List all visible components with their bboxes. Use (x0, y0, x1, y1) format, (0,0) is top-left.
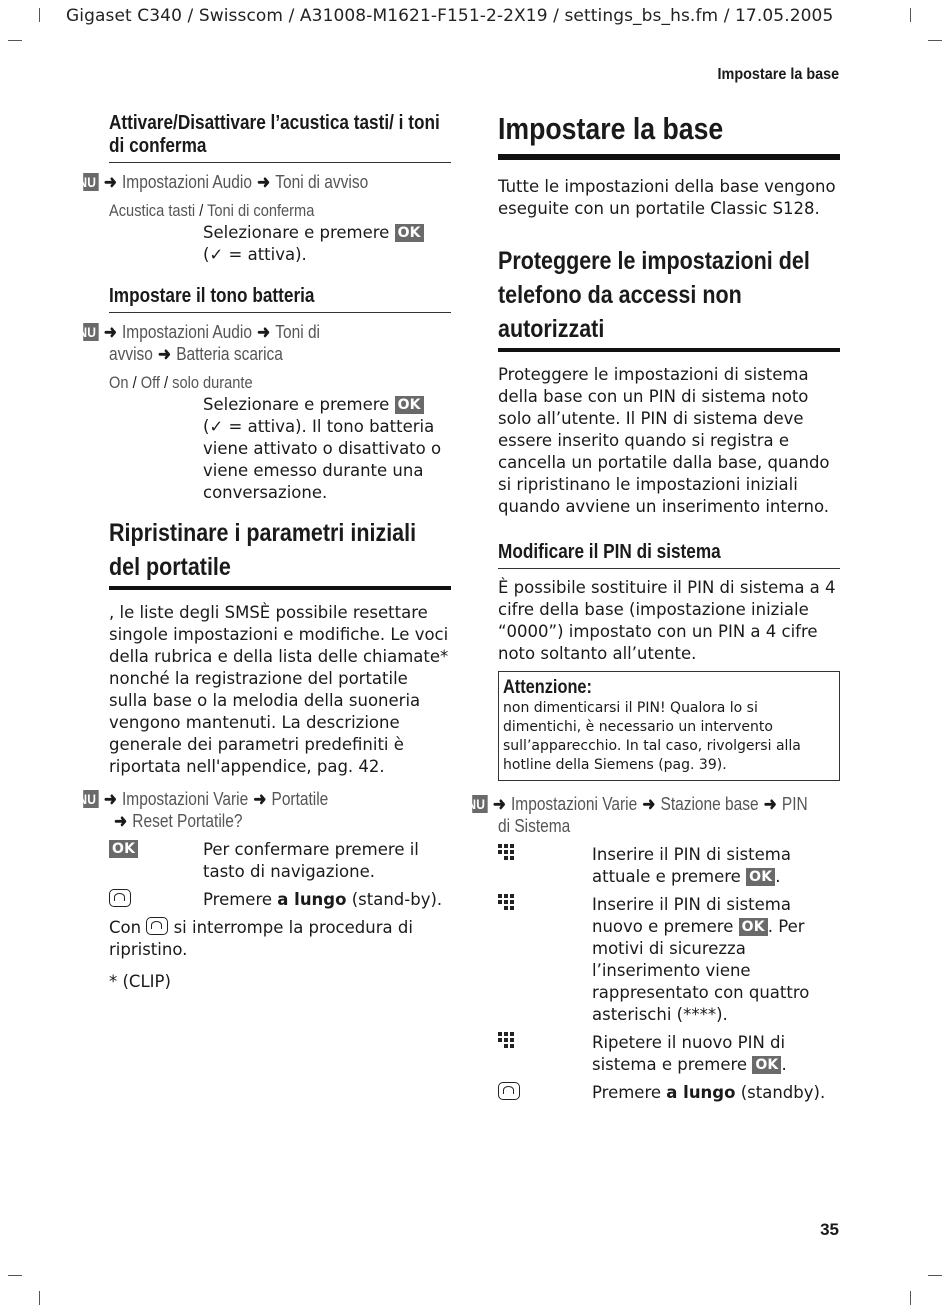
ok-key-icon: OK (739, 918, 768, 936)
crop-mark (928, 40, 942, 41)
page-title: Impostare la base (498, 112, 840, 160)
arrow-icon: ➜ (114, 811, 128, 831)
section-heading-protect: Proteggere le impostazioni del telefono da accessi non autorizzati (498, 244, 840, 352)
menu-key-icon: MENU (83, 323, 99, 341)
arrow-icon: ➜ (103, 789, 117, 809)
cancel-note: Con si interrompe la procedura di ripristino. (109, 918, 413, 959)
page-number: 35 (820, 1220, 839, 1239)
intro-text: Tutte le impostazioni della base vengono eseguite con un portatile Classic S128. (498, 177, 836, 218)
arrow-icon: ➜ (763, 794, 777, 814)
ok-key-icon: OK (395, 396, 424, 414)
keypad-icon (498, 894, 516, 912)
step-confirm-ok: OK Per confermare premere il tasto di navigazione. (109, 839, 451, 883)
crop-mark (910, 8, 911, 22)
menu-key-icon: MENU (83, 173, 99, 191)
crop-mark (910, 1291, 911, 1305)
ok-key-icon: OK (109, 840, 138, 858)
step-enter-current-pin: Inserire il PIN di sistema attuale e premere OK . (498, 844, 840, 888)
section-heading-battery: Impostare il tono batteria (109, 284, 451, 313)
end-call-key-icon (498, 1082, 520, 1100)
reset-intro-text: , le liste degli SMSÈ possibile resettare singole impostazioni e modifiche. Le voci della rubrica e della lista delle chiamate* nonché la registrazione del portatile sulla base o la melodia della suoneria vengono mantenuti. La descrizione generale dei parametri predefiniti è riportata nell'appendice, pag. 42. (109, 603, 449, 776)
arrow-icon: ➜ (103, 172, 117, 192)
ok-key-icon: OK (395, 224, 424, 242)
step-end-call: Premere a lungo (stand-by). (109, 889, 451, 911)
arrow-icon: ➜ (253, 789, 267, 809)
crop-mark (8, 40, 22, 41)
keypad-icon (498, 1032, 516, 1050)
arrow-icon: ➜ (492, 794, 506, 814)
menu-path-reset: MENU ➜ Impostazioni Varie ➜ Portatile ➜ Reset Portatile? (59, 789, 329, 831)
option-list-battery: On / Off / solo durante (109, 373, 253, 392)
ok-key-icon: OK (746, 868, 775, 886)
left-column (59, 112, 451, 1003)
crop-mark (39, 1291, 40, 1305)
option-description-battery: Selezionare e premere OK (✓ = attiva). Il tono batteria viene attivato o disattivato o viene emesso durante una conversazione. (203, 395, 442, 502)
menu-path-pin: MENU ➜ Impostazioni Varie ➜ Stazione base ➜ PIN di Sistema (448, 794, 808, 836)
footnote: * (CLIP) (109, 972, 171, 991)
menu-path-acoustic: MENU ➜ Impostazioni Audio ➜ Toni di avviso (59, 172, 369, 192)
step-enter-new-pin: Inserire il PIN di sistema nuovo e premere OK . Per motivi di sicurezza l’inserimento viene rappresentato con quattro asterischi (****). (498, 894, 840, 1026)
menu-key-icon: MENU (472, 795, 488, 813)
ok-key-icon: OK (752, 1056, 781, 1074)
step-repeat-pin: Ripetere il nuovo PIN di sistema e premere OK . (498, 1032, 840, 1076)
arrow-icon: ➜ (257, 322, 271, 342)
arrow-icon: ➜ (103, 322, 117, 342)
change-pin-body-text: È possibile sostituire il PIN di sistema a 4 cifre della base (impostazione iniziale “0000”) impostato con un PIN a 4 cifre noto soltanto all’utente. (498, 578, 836, 663)
file-meta-header: Gigaset C340 / Swisscom / A31008-M1621-F151-2-2X19 / settings_bs_hs.fm / 17.05.2005 (66, 6, 834, 26)
menu-key-icon: MENU (83, 790, 99, 808)
section-heading-change-pin: Modificare il PIN di sistema (498, 540, 840, 569)
crop-mark (39, 8, 40, 22)
end-call-key-icon (109, 889, 131, 907)
protect-body-text: Proteggere le impostazioni di sistema della base con un PIN di sistema noto solo all’utente. Il PIN di sistema deve essere inserito quando si registra e cancella un portatile dalla base, quando si ripristinano le impostazioni iniziali quando avviene un inserimento interno. (498, 365, 830, 516)
option-list-acoustic: Acustica tasti / Toni di conferma (109, 201, 315, 220)
section-heading-reset: Ripristinare i parametri iniziali del portatile (109, 516, 451, 590)
warning-note-box: Attenzione: non dimenticarsi il PIN! Qualora lo si dimentichi, è necessario un intervento sull’apparecchio. In tal caso, rivolgersi alla hotline della Siemens (pag. 39). (498, 671, 840, 781)
crop-mark (928, 1275, 942, 1276)
arrow-icon: ➜ (642, 794, 656, 814)
menu-path-battery: MENU ➜ Impostazioni Audio ➜ Toni di avviso ➜ Batteria scarica (59, 322, 320, 364)
crop-mark (8, 1275, 22, 1276)
section-heading-acoustic: Attivare/Disattivare l’acustica tasti/ i toni di conferma (109, 112, 451, 163)
arrow-icon: ➜ (257, 172, 271, 192)
step-end-standby: Premere a lungo (standby). (498, 1082, 840, 1104)
right-column (448, 111, 840, 1110)
warning-note-text: non dimenticarsi il PIN! Qualora lo si dimentichi, è necessario un intervento sull’apparecchio. In tal caso, rivolgersi alla hotline della Siemens (pag. 39). (503, 700, 801, 773)
arrow-icon: ➜ (158, 344, 172, 364)
option-description-acoustic: Selezionare e premere OK (✓ = attiva). (109, 222, 451, 266)
keypad-icon (498, 844, 516, 862)
end-call-key-icon (146, 917, 168, 935)
running-head: Impostare la base (717, 66, 839, 83)
